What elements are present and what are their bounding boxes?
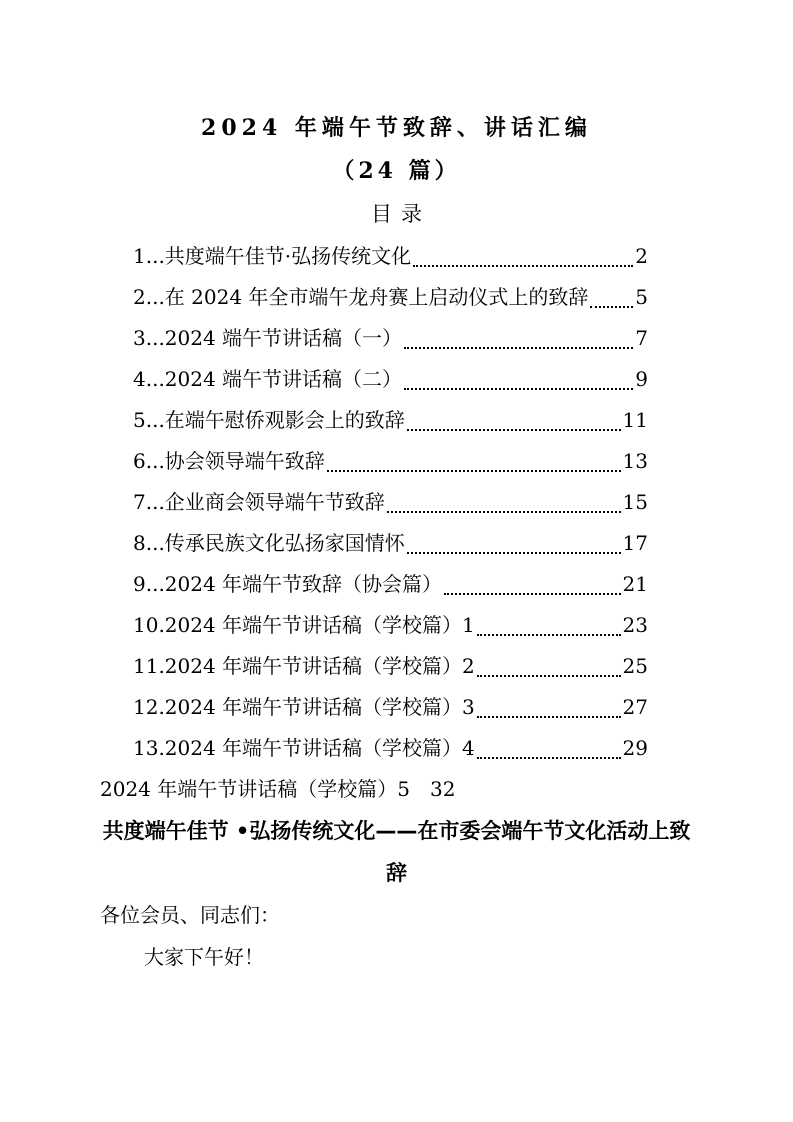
toc-entry-page-number: 23 [622,613,648,637]
toc-entry[interactable] [133,277,648,318]
dotted-leader [387,511,621,513]
dotted-leader [477,634,621,636]
toc-entry-page-number: 27 [622,695,648,719]
dotted-leader [404,388,633,390]
dotted-leader [404,347,633,349]
dotted-leader [444,593,620,595]
toc-entry-label: 11.2024 年端午节讲话稿（学校篇）2 [133,654,475,678]
toc-entry[interactable] [133,441,648,482]
toc-entry-page-number: 9 [635,367,648,391]
toc-entry[interactable] [133,236,648,277]
toc-entry-label: 6...协会领导端午致辞 [133,449,325,473]
toc-entry-label: 4...2024 端午节讲话稿（二） [133,367,403,391]
toc-entry[interactable] [133,646,648,687]
toc-entry-label: 8...传承民族文化弘扬家国情怀 [133,531,405,555]
toc-entry[interactable] [133,523,648,564]
toc-entry-label: 1...共度端午佳节·弘扬传统文化 [133,244,412,268]
toc-entry-page-number: 15 [622,490,648,514]
dotted-leader [477,757,621,759]
toc-entry[interactable] [133,359,648,400]
toc-entry-page-number: 7 [635,326,648,350]
toc-heading: 目录 [371,202,431,226]
toc-entry-page-number: 29 [622,736,648,760]
toc-overflow-line: 2024 年端午节讲话稿（学校篇）5 32 [100,777,456,801]
toc-entry-page-number: 11 [622,408,648,432]
dotted-leader [413,265,633,267]
body-paragraph: 大家下午好！ [144,945,264,969]
toc-entry[interactable] [133,605,648,646]
toc-entry-page-number: 25 [622,654,648,678]
toc-entry-label: 9...2024 年端午节致辞（协会篇） [133,572,443,596]
table-of-contents [133,236,648,769]
dotted-leader [477,716,621,718]
article-heading [100,810,693,894]
salutation: 各位会员、同志们： [100,903,280,927]
toc-entry-label: 3...2024 端午节讲话稿（一） [133,326,403,350]
toc-entry-page-number: 5 [635,285,648,309]
toc-entry-label: 2...在 2024 年全市端午龙舟赛上启动仪式上的致辞 [133,285,589,309]
toc-entry[interactable] [133,728,648,769]
toc-entry-label: 7...企业商会领导端午节致辞 [133,490,385,514]
toc-entry[interactable] [133,482,648,523]
toc-entry-label: 13.2024 年端午节讲话稿（学校篇）4 [133,736,475,760]
toc-entry-page-number: 2 [635,244,648,268]
dotted-leader [407,552,621,554]
toc-entry[interactable] [133,687,648,728]
article-heading-line-2: 辞 [386,861,407,885]
toc-entry-label: 12.2024 年端午节讲话稿（学校篇）3 [133,695,475,719]
dotted-leader [327,470,621,472]
toc-entry[interactable] [133,318,648,359]
dotted-leader [407,429,621,431]
toc-entry-page-number: 13 [622,449,648,473]
toc-entry-page-number: 21 [622,572,648,596]
dotted-leader [477,675,621,677]
article-heading-line-1: 共度端午佳节 •弘扬传统文化——在市委会端午节文化活动上致 [102,819,691,843]
toc-entry[interactable] [133,564,648,605]
doc-title: 2024 年端午节致辞、讲话汇编 [201,115,592,141]
doc-subtitle: （24 篇） [332,158,461,184]
dotted-leader [590,306,633,308]
toc-entry-page-number: 17 [622,531,648,555]
toc-entry[interactable] [133,400,648,441]
toc-entry-label: 10.2024 年端午节讲话稿（学校篇）1 [133,613,475,637]
toc-entry-label: 5...在端午慰侨观影会上的致辞 [133,408,405,432]
